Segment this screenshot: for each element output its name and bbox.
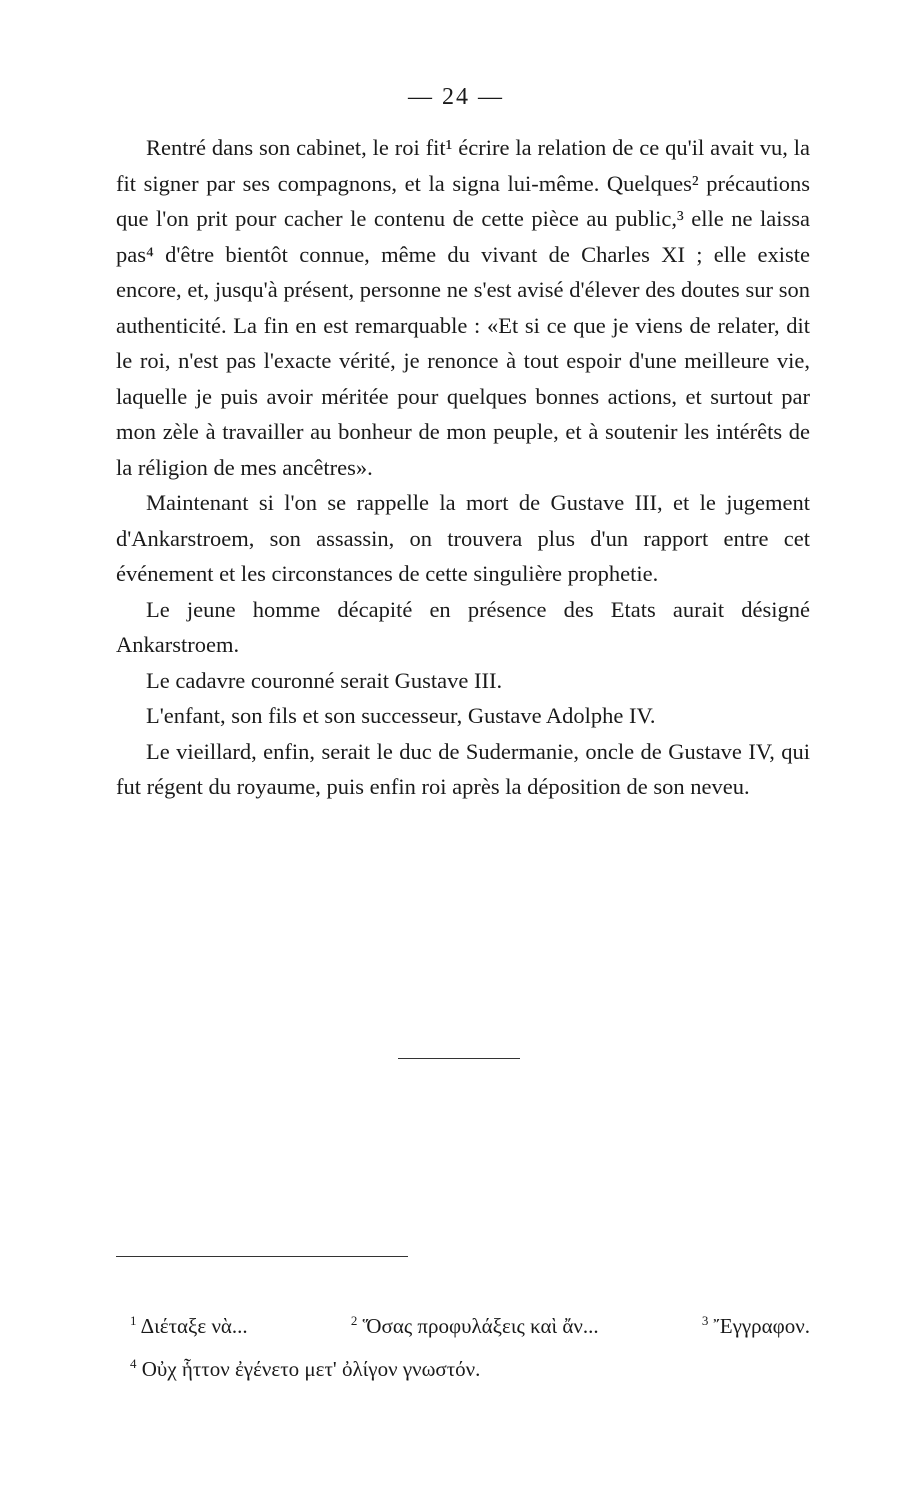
footnote-line	[130, 1302, 810, 1345]
footnote-mark: 2	[350, 1313, 358, 1328]
footnote-line	[130, 1345, 810, 1388]
paragraph: L'enfant, son fils et son successeur, Gustave Adolphe IV.	[146, 703, 656, 728]
footnotes	[130, 1302, 810, 1388]
footnote-rule	[116, 1256, 408, 1257]
footnote-2	[351, 1302, 599, 1345]
paragraph: Le cadavre couronné serait Gustave III.	[146, 667, 503, 693]
paragraph: Le jeune homme décapité en présence des Etats aurait désigné Ankarstroem.	[116, 596, 810, 657]
section-divider	[398, 1058, 520, 1059]
body-text	[116, 130, 810, 805]
footnote-text: Οὐχ ἧττον ἐγένετο μετ' ὀλίγον γνωστόν.	[141, 1357, 481, 1381]
paragraph: Rentré dans son cabinet, le roi fit¹ écrire la relation de ce qu'il avait vu, la fit signer par ses compagnons, et la signa lui-même. Quelques² précautions que l'on prit pour cacher le contenu de cette pièce au public,³ elle ne laissa pas⁴ d'être bientôt connue, même du vivant de Charles XI ; elle existe encore, et, jusqu'à présent, personne ne s'est avisé d'élever des doutes sur son authenticité. La fin en est remarquable : «Et si ce que je viens de relater, dit le roi, n'est pas l'exacte vérité, je renonce à tout espoir d'une meilleure vie, laquelle je puis avoir méritée pour quelques bonnes actions, et surtout par mon zèle à travailler au bonheur de mon peuple, et à soutenir les intérêts de la réligion de mes ancêtres».	[116, 135, 810, 480]
footnote-mark: 1	[130, 1313, 137, 1328]
footnote-mark: 4	[130, 1356, 137, 1371]
footnote-3	[702, 1302, 810, 1345]
footnote-4	[130, 1357, 480, 1381]
page-number: — 24 —	[408, 84, 504, 110]
paragraph: Le vieillard, enfin, serait le duc de Sudermanie, oncle de Gustave IV, qui fut régent du royaume, puis enfin roi après la déposition de son neveu.	[116, 738, 810, 799]
footnote-1	[130, 1302, 248, 1345]
footnote-mark: 3	[701, 1313, 709, 1328]
footnote-text: Ἔγγραφον.	[713, 1314, 810, 1338]
paragraph: Maintenant si l'on se rappelle la mort de Gustave III, et le jugement d'Ankarstroem, son assassin, on trouvera plus d'un rapport entre cet événement et les circonstances de cette singulière prophetie.	[116, 490, 810, 586]
footnote-text: Διέταξε νὰ...	[140, 1314, 248, 1338]
footnote-text: Ὅσας προφυλάξεις καὶ ἄν...	[362, 1314, 599, 1338]
